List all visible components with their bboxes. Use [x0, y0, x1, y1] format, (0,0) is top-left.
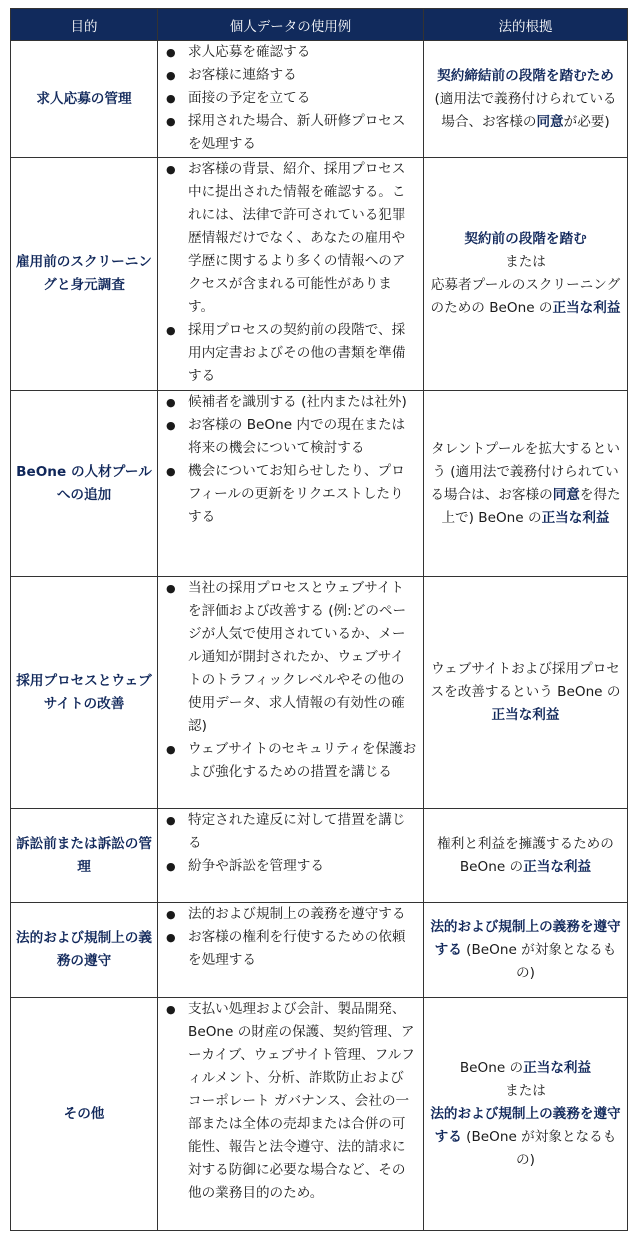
purpose-cell: その他	[11, 998, 158, 1231]
legal-basis-emphasis: 正当な利益	[552, 300, 621, 316]
bullet-icon: ●	[166, 860, 176, 873]
data-use-cell	[158, 391, 424, 577]
table-row	[11, 577, 628, 809]
list-item	[166, 87, 417, 110]
legal-basis-text: (BeOne が対象となるもの)	[461, 941, 617, 981]
list-item	[166, 64, 417, 87]
bullet-icon: ●	[166, 814, 176, 827]
purpose-cell: 採用プロセスとウェブサイトの改善	[11, 577, 158, 809]
data-use-list	[162, 158, 417, 388]
legal-basis-text: BeOne の	[459, 1059, 524, 1076]
list-item-text: 採用された場合、新人研修プロセスを処理する	[188, 113, 406, 152]
legal-basis-emphasis: 契約締結前の段階を踏むため	[437, 67, 614, 84]
legal-basis-cell	[424, 41, 628, 158]
data-use-list	[162, 41, 417, 156]
header-purpose: 目的	[11, 9, 158, 41]
list-item	[166, 41, 417, 64]
legal-basis-cell	[424, 903, 628, 998]
data-use-cell	[158, 158, 424, 391]
bullet-icon: ●	[166, 396, 176, 409]
list-item	[166, 903, 417, 926]
legal-basis-emphasis: 正当な利益	[523, 1059, 592, 1076]
legal-basis-text: または	[505, 1082, 546, 1099]
list-item-text: 採用プロセスの契約前の段階で、採用内定書およびその他の書類を準備する	[188, 322, 406, 384]
list-item	[166, 110, 417, 156]
legal-basis-text: が必要)	[563, 113, 610, 130]
purpose-cell: 雇用前のスクリーニングと身元調査	[11, 158, 158, 391]
list-item-text: 面接の予定を立てる	[188, 90, 311, 106]
list-item-text: 求人応募を確認する	[188, 44, 311, 60]
bullet-icon: ●	[166, 743, 176, 756]
legal-basis-emphasis: 正当な利益	[523, 858, 592, 875]
table-row	[11, 41, 628, 158]
header-legal-basis: 法的根拠	[424, 9, 628, 41]
table-row	[11, 903, 628, 998]
list-item	[166, 926, 417, 972]
list-item-text: 当社の採用プロセスとウェブサイトを評価および改善する (例:どのページが人気で使用されているか、メール通知が開封されたか、ウェブサイトのトラフィックレベルやその他の使用データ、求人情報の有効性の確認)	[188, 580, 407, 734]
list-item-text: 特定された違反に対して措置を講じる	[188, 812, 406, 851]
list-item-text: 法的および規制上の義務を遵守する	[188, 906, 406, 922]
data-use-list	[162, 998, 417, 1205]
data-use-list	[162, 577, 417, 784]
table-row	[11, 391, 628, 577]
data-use-list	[162, 903, 417, 972]
list-item-text: お客様に連絡する	[188, 67, 297, 83]
bullet-icon: ●	[166, 115, 176, 128]
legal-basis-emphasis: 同意	[552, 486, 580, 503]
list-item	[166, 738, 417, 784]
purpose-cell: 訴訟前または訴訟の管理	[11, 809, 158, 903]
list-item-text: 支払い処理および会計、製品開発、BeOne の財産の保護、契約管理、アーカイブ、ウェブサイト管理、フルフィルメント、分析、詐欺防止およびコーポレート ガバナンス、会社の一部または全体の売却または合併の可能性、報告と法令遵守、法的請求に対する防御に必要な場合など、その他の業務目的のため。	[188, 1001, 415, 1201]
data-use-list	[162, 391, 417, 529]
list-item-text: ウェブサイトのセキュリティを保護および強化するための措置を講じる	[188, 741, 417, 780]
data-use-cell	[158, 998, 424, 1231]
legal-basis-text: タレントプールを拡大するという (適用法で義務付けられている場合は、お客様の	[430, 440, 620, 503]
legal-basis-emphasis: 正当な利益	[491, 707, 560, 723]
data-use-cell	[158, 903, 424, 998]
purpose-cell: 求人応募の管理	[11, 41, 158, 158]
bullet-icon: ●	[166, 931, 176, 944]
legal-basis-emphasis: 同意	[536, 113, 564, 130]
data-use-cell	[158, 41, 424, 158]
legal-basis-text: または 応募者プールのスクリーニングのための BeOne の	[430, 254, 621, 316]
bullet-icon: ●	[166, 419, 176, 432]
legal-basis-text: 権利と利益を擁護するための BeOne の	[437, 835, 614, 875]
list-item-text: 候補者を識別する (社内または社外)	[188, 394, 407, 410]
legal-basis-emphasis: 正当な利益	[541, 509, 610, 526]
data-use-cell	[158, 577, 424, 809]
list-item	[166, 414, 417, 460]
list-item	[166, 998, 417, 1205]
bullet-icon: ●	[166, 46, 176, 59]
list-item-text: お客様の背景、紹介、採用プロセス中に提出された情報を確認する。これには、法律で許可されている犯罪歴情報だけでなく、あなたの雇用や学歴に関するより多くの情報へのアクセスが含まれる可能性があります。	[188, 161, 406, 315]
data-use-list	[162, 809, 417, 878]
legal-basis-text: (BeOne が対象となるもの)	[461, 1128, 617, 1168]
list-item-text: お客様の BeOne 内での現在または将来の機会について検討する	[188, 417, 406, 456]
legal-basis-cell	[424, 998, 628, 1231]
legal-basis-emphasis: 法的および規制上の義務を遵守する	[430, 1105, 621, 1145]
list-item	[166, 158, 417, 319]
table-header-row	[11, 9, 628, 41]
bullet-icon: ●	[166, 908, 176, 921]
list-item	[166, 391, 417, 414]
bullet-icon: ●	[166, 324, 176, 337]
table-row	[11, 998, 628, 1231]
list-item	[166, 319, 417, 388]
bullet-icon: ●	[166, 69, 176, 82]
bullet-icon: ●	[166, 163, 176, 176]
list-item	[166, 577, 417, 738]
table-row	[11, 158, 628, 391]
bullet-icon: ●	[166, 465, 176, 478]
legal-basis-emphasis: 法的および規制上の義務を遵守する	[430, 918, 621, 958]
legal-basis-emphasis: 契約前の段階を踏む	[464, 231, 587, 247]
table-row	[11, 809, 628, 903]
legal-basis-table	[10, 8, 628, 1231]
list-item	[166, 460, 417, 529]
list-item-text: 紛争や訴訟を管理する	[188, 858, 324, 874]
bullet-icon: ●	[166, 92, 176, 105]
legal-basis-text: ウェブサイトおよび採用プロセスを改善するという BeOne の	[430, 661, 621, 700]
list-item	[166, 855, 417, 878]
list-item-text: 機会についてお知らせしたり、プロフィールの更新をリクエストしたりする	[188, 463, 405, 525]
bullet-icon: ●	[166, 582, 176, 595]
purpose-cell: BeOne の人材プールへの追加	[11, 391, 158, 577]
purpose-cell: 法的および規制上の義務の遵守	[11, 903, 158, 998]
legal-basis-cell	[424, 577, 628, 809]
data-use-cell	[158, 809, 424, 903]
header-data-use: 個人データの使用例	[158, 9, 424, 41]
list-item	[166, 809, 417, 855]
list-item-text: お客様の権利を行使するための依頼を処理する	[188, 929, 406, 968]
legal-basis-cell	[424, 391, 628, 577]
legal-basis-text: (適用法で義務付けられている場合、お客様の	[434, 90, 617, 130]
legal-basis-text: を得た上で) BeOne の	[441, 486, 621, 526]
legal-basis-cell	[424, 158, 628, 391]
bullet-icon: ●	[166, 1003, 176, 1016]
legal-basis-cell	[424, 809, 628, 903]
